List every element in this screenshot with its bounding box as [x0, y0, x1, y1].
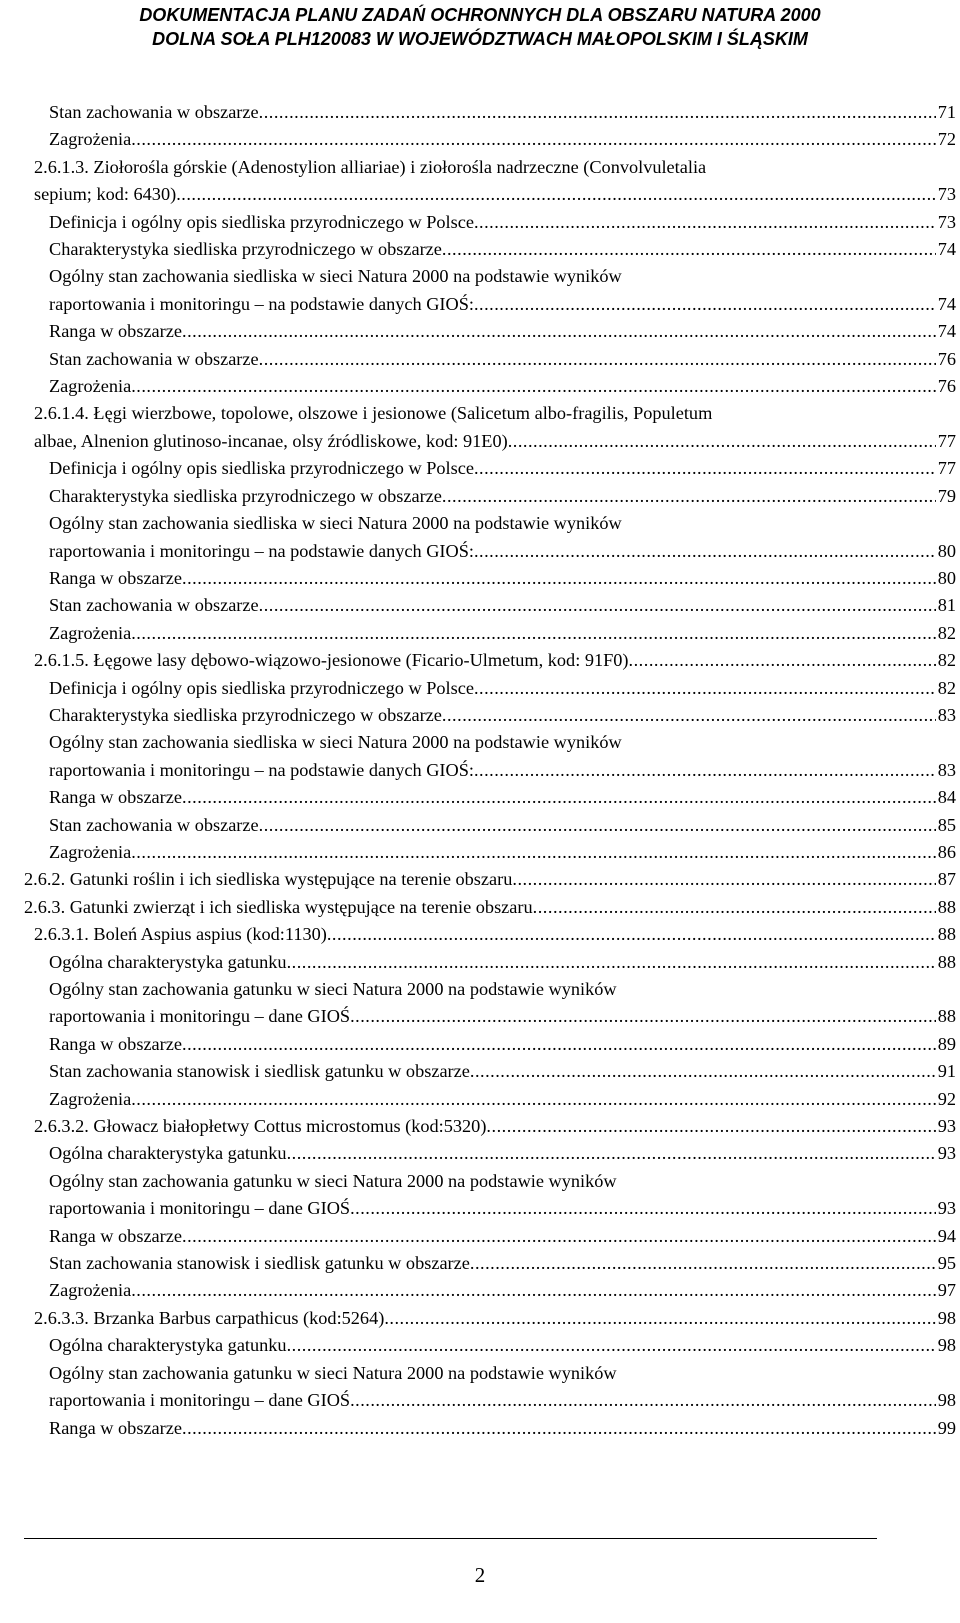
toc-entry-lead: Ogólny stan zachowania siedliska w sieci Natura 2000 na podstawie wyników [49, 266, 622, 287]
toc-entry[interactable] [24, 455, 956, 482]
toc-entry-title: Zagrożenia [49, 376, 132, 397]
toc-entry[interactable] [24, 921, 956, 948]
toc-entry-page: 76 [937, 348, 956, 369]
toc-entry-title: Definicja i ogólny opis siedliska przyrodniczego w Polsce [49, 458, 474, 479]
toc-entry-page: 80 [937, 540, 956, 561]
dot-leader [182, 784, 936, 811]
toc-entry-page: 98 [937, 1390, 956, 1411]
toc-entry-page: 98 [937, 1307, 956, 1328]
toc-entry-page: 84 [937, 787, 956, 808]
toc-entry[interactable] [24, 620, 956, 647]
toc-entry-lead: Ogólny stan zachowania siedliska w sieci Natura 2000 na podstawie wyników [49, 732, 622, 753]
dot-leader [182, 1031, 936, 1058]
toc-entry-title: raportowania i monitoringu – dane GIOŚ [49, 1198, 351, 1219]
toc-entry[interactable] [24, 291, 956, 318]
toc-entry[interactable] [24, 236, 956, 263]
table-of-contents [24, 99, 956, 1442]
toc-entry-page: 93 [937, 1198, 956, 1219]
toc-entry-title: Charakterystyka siedliska przyrodniczego w obszarze [49, 239, 442, 260]
toc-entry-lead: Ogólny stan zachowania gatunku w sieci Natura 2000 na podstawie wyników [49, 979, 617, 999]
toc-entry-page: 83 [937, 704, 956, 725]
toc-entry-page: 74 [937, 239, 956, 260]
toc-entry-title: 2.6.3.3. Brzanka Barbus carpathicus (kod:5264) [34, 1307, 385, 1328]
toc-entry-lead: Ogólny stan zachowania gatunku w sieci Natura 2000 na podstawie wyników [49, 1362, 617, 1383]
dot-leader [442, 236, 936, 263]
toc-entry-title: Stan zachowania w obszarze [49, 348, 259, 369]
dot-leader [350, 1195, 936, 1222]
toc-entry-page: 73 [937, 184, 956, 205]
toc-entry-title: raportowania i monitoringu – na podstawie danych GIOŚ: [49, 759, 474, 780]
toc-entry[interactable] [24, 1140, 956, 1167]
toc-entry[interactable] [24, 1003, 956, 1030]
toc-entry-title: Stan zachowania w obszarze [49, 814, 259, 835]
dot-leader [474, 209, 936, 236]
toc-entry[interactable] [24, 866, 956, 893]
toc-entry-page: 77 [937, 458, 956, 479]
dot-leader [350, 1003, 936, 1030]
toc-entry[interactable] [24, 675, 956, 702]
toc-entry-page: 88 [937, 1006, 956, 1027]
toc-entry-page: 95 [937, 1253, 956, 1274]
toc-entry-title: Stan zachowania w obszarze [49, 595, 259, 616]
toc-entry-page: 82 [937, 622, 956, 643]
dot-leader [486, 1113, 935, 1140]
dot-leader [131, 1086, 936, 1113]
toc-entry[interactable] [24, 647, 956, 674]
dot-leader [182, 318, 936, 345]
dot-leader [287, 1140, 936, 1167]
toc-entry-title: Ranga w obszarze [49, 567, 182, 588]
toc-entry-page: 71 [937, 102, 956, 122]
dot-leader [259, 99, 936, 126]
toc-entry[interactable] [24, 428, 956, 455]
toc-entry-title: Ranga w obszarze [49, 787, 182, 808]
toc-entry-title: Zagrożenia [49, 129, 132, 150]
toc-entry-title: Zagrożenia [49, 1280, 132, 1301]
dot-leader [442, 702, 936, 729]
toc-entry[interactable] [24, 1250, 956, 1277]
toc-entry-title: Ogólna charakterystyka gatunku [49, 1143, 287, 1164]
toc-entry-page: 87 [937, 869, 956, 890]
toc-entry[interactable] [24, 1305, 956, 1332]
toc-entry-lead: 2.6.1.3. Ziołorośla górskie (Adenostylion alliariae) i ziołorośla nadrzeczne (Convolvuletalia [34, 156, 707, 177]
toc-entry[interactable] [24, 99, 956, 126]
toc-entry-page: 98 [937, 1335, 956, 1356]
toc-entry[interactable] [24, 757, 956, 784]
toc-entry-title: Ogólna charakterystyka gatunku [49, 1335, 287, 1356]
toc-entry-page: 93 [937, 1143, 956, 1164]
document-header [0, 3, 960, 51]
toc-entry[interactable] [24, 483, 956, 510]
toc-entry-title: Zagrożenia [49, 622, 132, 643]
dot-leader [287, 949, 936, 976]
dot-leader [131, 373, 936, 400]
toc-entry-title: Ranga w obszarze [49, 1033, 182, 1054]
toc-entry-title: Ranga w obszarze [49, 1225, 182, 1246]
dot-leader [182, 1415, 936, 1442]
toc-entry[interactable] [24, 1277, 956, 1304]
dot-leader [442, 483, 936, 510]
toc-entry-page: 94 [937, 1225, 956, 1246]
toc-entry-title: raportowania i monitoringu – na podstawie danych GIOŚ: [49, 293, 474, 314]
toc-entry-page: 73 [937, 211, 956, 232]
dot-leader [474, 291, 936, 318]
toc-entry-page: 74 [937, 321, 956, 342]
dot-leader [350, 1387, 936, 1414]
toc-entry[interactable] [24, 538, 956, 565]
toc-entry[interactable] [24, 1332, 956, 1359]
toc-entry-page: 86 [937, 841, 956, 862]
toc-entry-title: raportowania i monitoringu – dane GIOŚ [49, 1390, 351, 1411]
toc-entry-title: 2.6.2. Gatunki roślin i ich siedliska występujące na terenie obszaru [24, 869, 513, 890]
toc-entry-page: 80 [937, 567, 956, 588]
toc-entry-page: 76 [937, 376, 956, 397]
toc-entry[interactable] [24, 1113, 956, 1140]
dot-leader [131, 1277, 936, 1304]
toc-entry[interactable] [24, 181, 956, 208]
toc-entry-title: Ogólna charakterystyka gatunku [49, 951, 287, 972]
toc-entry-title: Ranga w obszarze [49, 321, 182, 342]
dot-leader [327, 921, 936, 948]
toc-entry[interactable] [24, 1058, 956, 1085]
toc-entry-title: Charakterystyka siedliska przyrodniczego w obszarze [49, 704, 442, 725]
dot-leader [533, 894, 936, 921]
toc-entry-title: sepium; kod: 6430) [34, 184, 177, 205]
toc-entry-title: Definicja i ogólny opis siedliska przyrodniczego w Polsce [49, 211, 474, 232]
toc-entry-title: Charakterystyka siedliska przyrodniczego w obszarze [49, 485, 442, 506]
toc-entry-title: Zagrożenia [49, 841, 132, 862]
toc-entry-title: 2.6.3.1. Boleń Aspius aspius (kod:1130) [34, 924, 327, 945]
dot-leader [474, 757, 936, 784]
toc-entry-page: 82 [937, 677, 956, 698]
dot-leader [470, 1058, 936, 1085]
toc-entry[interactable] [24, 126, 956, 153]
dot-leader [629, 647, 936, 674]
toc-entry-title: albae, Alnenion glutinoso-incanae, olsy źródliskowe, kod: 91E0) [34, 430, 508, 451]
dot-leader [131, 620, 936, 647]
dot-leader [512, 866, 935, 893]
page-number: 2 [474, 1563, 486, 1587]
dot-leader [508, 428, 936, 455]
toc-entry-page: 92 [937, 1088, 956, 1109]
toc-entry[interactable] [24, 565, 956, 592]
toc-entry-title: 2.6.3. Gatunki zwierząt i ich siedliska występujące na terenie obszaru [24, 896, 533, 917]
toc-entry[interactable] [24, 1415, 956, 1442]
toc-entry[interactable] [24, 812, 956, 839]
dot-leader [182, 1223, 936, 1250]
dot-leader [176, 181, 936, 208]
toc-entry-page: 91 [937, 1061, 956, 1082]
toc-entry-page: 74 [937, 293, 956, 314]
toc-entry-title: raportowania i monitoringu – na podstawie danych GIOŚ: [49, 540, 474, 561]
toc-entry[interactable] [24, 346, 956, 373]
toc-entry[interactable] [24, 1195, 956, 1222]
toc-entry[interactable] [24, 1387, 956, 1414]
toc-entry-title: raportowania i monitoringu – dane GIOŚ [49, 1006, 351, 1027]
toc-entry-page: 72 [937, 129, 956, 150]
toc-entry-title: 2.6.3.2. Głowacz białopłetwy Cottus microstomus (kod:5320) [34, 1116, 487, 1137]
toc-entry[interactable] [24, 894, 956, 921]
toc-entry-title: Stan zachowania w obszarze [49, 102, 259, 122]
dot-leader [470, 1250, 936, 1277]
dot-leader [259, 812, 936, 839]
toc-entry-title: 2.6.1.5. Łęgowe lasy dębowo-wiązowo-jesionowe (Ficario-Ulmetum, kod: 91F0) [34, 650, 629, 671]
dot-leader [474, 675, 936, 702]
toc-entry-lead: 2.6.1.4. Łęgi wierzbowe, topolowe, olszowe i jesionowe (Salicetum albo-fragilis, Populetum [34, 403, 713, 424]
toc-entry-page: 88 [937, 951, 956, 972]
toc-entry[interactable] [24, 373, 956, 400]
toc-entry-title: Stan zachowania stanowisk i siedlisk gatunku w obszarze [49, 1253, 470, 1274]
dot-leader [259, 592, 936, 619]
dot-leader [131, 126, 936, 153]
toc-entry-title: Ranga w obszarze [49, 1417, 182, 1438]
toc-entry-page: 93 [937, 1116, 956, 1137]
header-line-2: DOLNA SOŁA PLH120083 W WOJEWÓDZTWACH MAŁOPOLSKIM I ŚLĄSKIM [152, 29, 808, 49]
toc-entry-lead: Ogólny stan zachowania siedliska w sieci Natura 2000 na podstawie wyników [49, 513, 622, 534]
toc-entry-page: 77 [937, 430, 956, 451]
toc-entry[interactable] [24, 209, 956, 236]
toc-entry[interactable] [24, 592, 956, 619]
toc-entry-page: 89 [937, 1033, 956, 1054]
dot-leader [287, 1332, 936, 1359]
dot-leader [131, 839, 936, 866]
toc-entry-title: Zagrożenia [49, 1088, 132, 1109]
toc-entry-lead: Ogólny stan zachowania gatunku w sieci Natura 2000 na podstawie wyników [49, 1170, 617, 1191]
toc-entry[interactable] [24, 839, 956, 866]
toc-entry[interactable] [24, 318, 956, 345]
toc-entry-page: 82 [937, 650, 956, 671]
toc-entry-page: 99 [937, 1417, 956, 1438]
toc-entry-page: 85 [937, 814, 956, 835]
header-line-1: DOKUMENTACJA PLANU ZADAŃ OCHRONNYCH DLA OBSZARU NATURA 2000 [139, 5, 821, 25]
dot-leader [474, 538, 936, 565]
toc-entry-page: 83 [937, 759, 956, 780]
toc-entry-title: Stan zachowania stanowisk i siedlisk gatunku w obszarze [49, 1061, 470, 1082]
toc-entry-page: 81 [937, 595, 956, 616]
toc-entry[interactable] [24, 702, 956, 729]
dot-leader [259, 346, 936, 373]
toc-entry[interactable] [24, 784, 956, 811]
dot-leader [384, 1305, 935, 1332]
toc-entry-page: 97 [937, 1280, 956, 1301]
toc-entry-page: 88 [937, 896, 956, 917]
toc-entry-title: Definicja i ogólny opis siedliska przyrodniczego w Polsce [49, 677, 474, 698]
toc-entry[interactable] [24, 949, 956, 976]
toc-entry-page: 79 [937, 485, 956, 506]
dot-leader [474, 455, 936, 482]
footer-divider [24, 1538, 877, 1539]
dot-leader [182, 565, 936, 592]
toc-entry-page: 88 [937, 924, 956, 945]
toc-entry[interactable] [24, 1223, 956, 1250]
toc-entry[interactable] [24, 1031, 956, 1058]
toc-entry[interactable] [24, 1086, 956, 1113]
